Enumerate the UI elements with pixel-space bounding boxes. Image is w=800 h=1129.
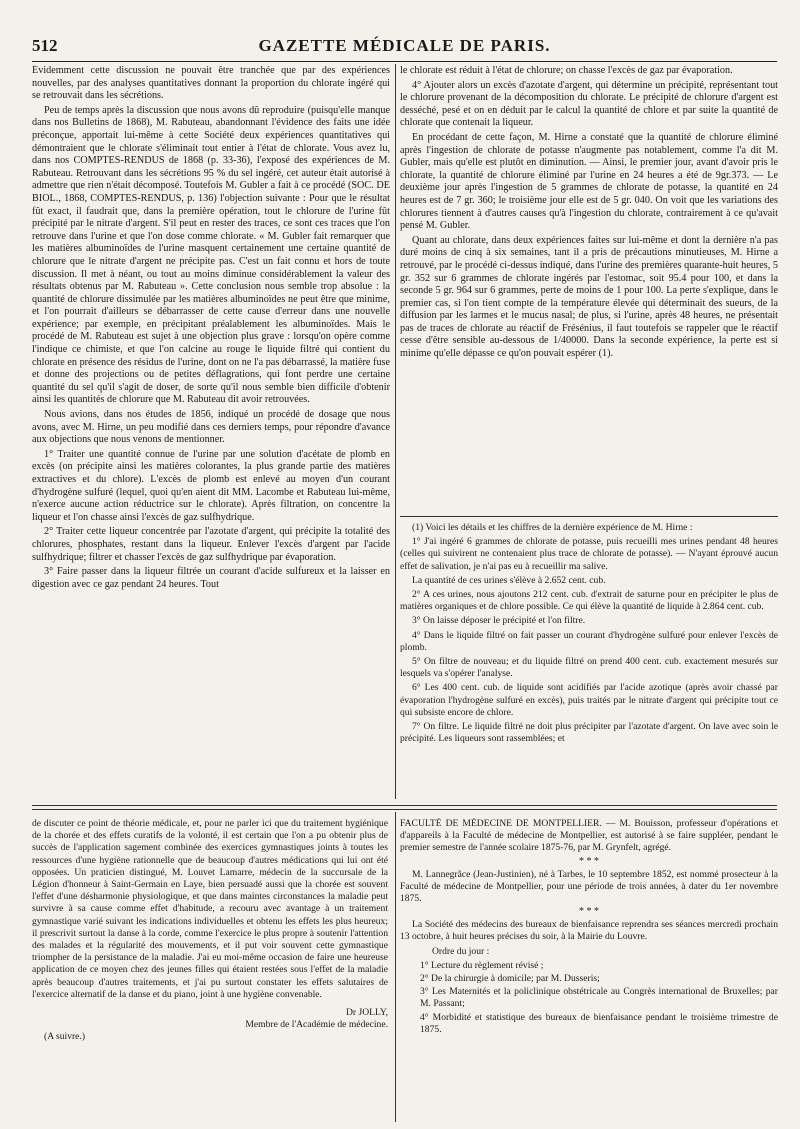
footnote-line: 2° A ces urines, nous ajoutons 212 cent. cub. d'extrait de saturne pour en précipiter le plus de matières organiques et de chlore possible. Ce qui élève la quantité de liquide à 2.864 cent. cub. [400, 589, 778, 613]
left-column [32, 65, 390, 800]
paragraph: 3° Faire passer dans la liqueur filtrée un courant d'acide sulfureux et la laisser en digestion avec ce gaz pendant 24 heures. Tout [32, 566, 390, 590]
paragraph: 2° Traiter cette liqueur concentrée par l'azotate d'argent, qui précipite la totalité des chlorures, phosphates, restant dans la liqueur. Enlever l'excès d'argent par l'acide sulfhydrique; filtrer et chasser l'excès de gaz sulfhydrique par évaporation. [32, 526, 390, 563]
agenda-title: Ordre du jour : [432, 945, 490, 957]
agenda-item: 1° Lecture du règlement révisé ; [420, 959, 544, 971]
paragraph: En procédant de cette façon, M. Hirne a constaté que la quantité de chlorure éliminé après l'ingestion de chlorate de potasse n'augmente pas notablement, comme l'a dit M. Gubler, mais qu'elle est plutôt en diminution. — Ainsi, le premier jour, avant d'avoir pris le chlorate, la quantité de chlorure éliminé par l'urine en 24 heures a été de 9gr.373. — Le deuxième jour après l'ingestion de 5 grammes de chlorate de potasse, la quantité en 24 heures est de 7 gr. 360; le troisième jour elle est de 5 gr. 040. On voit que les variations des chlorures tiennent à d'autres causes qu'à l'ingestion du chlorate, contrairement à ce qu'avait pensé M. Gubler. [400, 131, 778, 232]
agenda-item: 2° De la chirurgie à domicile; par M. Dusseris; [420, 973, 600, 985]
paragraph: 4° Ajouter alors un excès d'azotate d'argent, qui détermine un précipité, représentant tout le chlorure provenant de la décomposition du chlorate. Le précipité de chlorure d'argent est desséché, pesé et on en déduit par le calcul la quantité de chlore et par suite la quantité de chlorate que contenait la liqueur. [400, 79, 778, 129]
column-divider-bottom [395, 812, 396, 1122]
paragraph: de discuter ce point de théorie médicale, et, pour ne parler ici que du traitement hygiénique de la chorée et des effets curatifs de la volonté, il est certain que l'on a pu obtenir plus de succès de l'application sagement combinée des exercices gymnastiques joints à toutes les ressources d'une hygiène rationnelle que de beaucoup d'autres médications qui lui ont été opposées. Un praticien distingué, M. Louvet Lamarre, médecin de la succursale de la Légion d'honneur à Saint-Germain en Laye, bien persuadé aussi que la chorée est souvent l'effet d'une désharmonie physiologique, et que dans maintes circonstances la maladie peut survivre à sa cause comme effet d'habitude, a recouru avec avantage à un traitement gymnastique varié suivant les indications individuelles et obtenu les effets les plus heureux; il prescrivit surtout la danse à la corde, comme l'exercice le plus propre à soutenir l'attention des malades et la régularité des mouvements, et il put voir souvent cette gymnastique triompher de la persistance de la maladie. J'ai eu moi-même occasion de faire une heureuse application de ce moyen chez des jeunes filles qui étaient restées sous l'effet de la maladie après beaucoup d'autres traitements, et j'ai pu surtout constater les effets salutaires de l'exercice alternatif de la danse et du piano, joint à une hygiène convenable. [32, 818, 388, 1000]
bottom-left-column [32, 818, 388, 1123]
footnote-line: 6° Les 400 cent. cub. de liquide sont acidifiés par l'acide azotique (après avoir chassé par évaporation l'hydrogène sulfuré en excès), puis traités par le nitrate d'argent qui précipite tout ce qui subsiste encore de chlore. [400, 682, 778, 718]
to-be-continued: (A suivre.) [44, 1031, 86, 1043]
separator-stars: * * * [579, 906, 599, 918]
header-rule [32, 61, 777, 62]
footnote-line: 4° Dans le liquide filtré on fait passer un courant d'hydrogène sulfuré pour enlever l'excès de plomb. [400, 629, 778, 653]
footnote-line: 3° On laisse déposer le précipité et l'on filtre. [412, 615, 586, 627]
separator-stars: * * * [579, 855, 599, 867]
news-item: La Société des médecins des bureaux de bienfaisance reprendra ses séances mercredi prochain 13 octobre, à huit heures précises du soir, à la Mairie du Louvre. [400, 919, 778, 943]
footnote-line: 5° On filtre de nouveau; et du liquide filtré on prend 400 cent. cub. exactement mesurés sur lesquels va s'opérer l'analyse. [400, 656, 778, 680]
column-divider [395, 64, 396, 799]
paragraph: 1° Traiter une quantité connue de l'urine par une solution d'acétate de plomb en excès (on précipite ainsi les matières colorantes, la plus grande partie des matières extractives et du chlore). L'excès de plomb est enlevé au moyen d'un courant d'hydrogène sulfuré (lequel, quoi qu'en aient dit MM. Lacombe et Rabuteau lui-même, n'exerce aucune action réductrice sur le chlorate). Après filtration, on concentre la liqueur et l'on chasse ainsi l'excès de gaz sulfhydrique. [32, 448, 390, 523]
paragraph: Peu de temps après la discussion que nous avons dû reproduire (puisqu'elle manque dans nos Bulletins de 1868), M. Rabuteau, abandonnant l'évidence des faits une idée préconçue, apportait lui-même à cette Société deux expériences quantitatives qui démontraient que le chlorate s'éliminait tout entier à l'état de chlorate. Vous avez lu, dans nos COMPTES-RENDUS de 1868 (p. 33-36), l'exposé des expériences de M. Rabuteau. Retrouvant dans les sécrétions 95 % du sel ingéré, cet auteur était autorisé à admettre que rien n'était décomposé. Toutefois M. Gubler a fait à ce procédé (SOC. DE BIOL., 1868, COMPTES-RENDUS, p. 136) l'objection suivante : Pour que le résultat fût exact, il faudrait que, dans la première opération, tout le chlorure de l'urine fût précipité par le nitrate d'argent. S'il peut en rester des traces, ce sont ces traces que l'on retrouve dans l'urine et que l'on dose comme chlorate. « M. Gubler fait remarquer que les matières albuminoïdes de l'urine masquent certainement une certaine quantité de chlorure que le nitrate d'argent ne précipite pas. C'est un fait connu et hors de toute discussion. Il met à néant, ou tout au moins diminue considérablement la valeur des résultats obtenus par M. Rabuteau ». Cette conclusion nous semble trop absolue : la quantité de chlorure dissimulée par les matières albuminoïdes ne peut être que minime, et l'on pourrait d'ailleurs se débarrasser de cette cause d'erreur dans une nouvelle expérience; par exemple, en précipitant préalablement les albuminoïdes. Mais le procédé de M. Rabuteau est sujet à une objection plus grave : lorsqu'on opère comme l'indique ce chimiste, et que l'on calcine au rouge le liquide filtré qui contient du chlorate en présence des résidus de l'urine, dont on ne l'a pas débarrassé, la matière fuse et donne des projections ou de petites déflagrations, qui font perdre une certaine quantité du sel qu'il s'agit de doser, de sorte qu'il nous semble bien difficile d'obtenir ainsi les quantités de chlorure que M. Rabuteau dit avoir retrouvées. [32, 104, 390, 406]
section-divider-second [32, 809, 777, 810]
running-title: GAZETTE MÉDICALE DE PARIS. [258, 36, 551, 55]
bottom-right-column [400, 818, 778, 1123]
footnote-rule [400, 516, 778, 517]
right-column [400, 65, 778, 511]
author-signature: Dr JOLLY, [345, 1007, 388, 1019]
agenda-item: 3° Les Maternités et la policlinique obstétricale au Congrès international de Bruxelles; par M. Passant; [420, 986, 778, 1010]
paragraph: Évidemment cette discussion ne pouvait être tranchée que par des expériences nouvelles, par des analyses quantitatives donnant la proportion du chlorate ingéré qui se retrouvait dans les sécrétions. [32, 65, 390, 102]
page-number: 512 [32, 36, 58, 55]
footnote [400, 522, 778, 799]
agenda-item: 4° Morbidité et statistique des bureaux de bienfaisance pendant le troisième trimestre de 1875. [420, 1011, 778, 1035]
footnote-line: (1) Voici les détails et les chiffres de la dernière expérience de M. Hirne : [412, 522, 693, 533]
footnote-line: 7° On filtre. Le liquide filtré ne doit plus précipiter par l'azotate d'argent. On lave avec soin le précipité. Les liqueurs sont rassemblées; et [400, 721, 778, 745]
footnote-line: 1° J'ai ingéré 6 grammes de chlorate de potasse, puis recueilli mes urines pendant 48 heures (celles qui suivirent ne contenaient plus trace de chlorate de potasse). — N'ayant éprouvé aucun effet de salivation, je n'ai pas eu à recueillir ma salive. [400, 536, 778, 572]
news-item: M. Lannegrâce (Jean-Justinien), né à Tarbes, le 10 septembre 1852, est nommé prosecteur à la Faculté de médecine de Montpellier, pour une période de trois années, à dater du 1er novembre 1875. [400, 868, 778, 905]
footnote-line: La quantité de ces urines s'élève à 2.652 cent. cub. [412, 574, 606, 586]
author-title: Membre de l'Académie de médecine. [245, 1019, 388, 1031]
section-divider [32, 805, 777, 806]
paragraph: le chlorate est réduit à l'état de chlorure; on chasse l'excès de gaz par évaporation. [400, 65, 733, 76]
paragraph: Nous avions, dans nos études de 1856, indiqué un procédé de dosage que nous avons, avec M. Hirne, un peu modifié dans ces derniers temps, pour répondre d'avance aux objections que nous venons de mentionner. [32, 409, 390, 446]
page-header [32, 36, 777, 60]
paragraph: Quant au chlorate, dans deux expériences faites sur lui-même et dont la dernière n'a pas duré moins de cinq à six semaines, tant il a pris de précautions minutieuses, M. Hirne a retrouvé, par le procédé ci-dessus indiqué, dans l'urine des premières quarante-huit heures, 5 gr. 352 sur 6 grammes de chlorate ingérés par l'estomac, soit 95.4 pour 100, et dans la seconde 5 gr. 964 sur 6 grammes, perte de moins de 1 pour 100. La perte s'explique, dans le premier cas, si l'on tient compte de la température élevée qui déterminait des sueurs, de la diffusion par les larmes et le mucus nasal; de plus, si l'urine, après 48 heures, ne présentait pas de traces de chlorate au réactif de Frésénius, il faut toutefois se rappeler que le réactif cesse d'être sensible au-dessous de 1/40000. Dans la seconde expérience, la perte est si minime qu'elle dépasse ce qu'on pouvait espérer (1). [400, 234, 778, 360]
news-item: FACULTÉ DE MÉDECINE DE MONTPELLIER. — M. Bouisson, professeur d'opérations et d'appareils à la Faculté de médecine de Montpellier, est autorisé à se faire suppléer, pendant le premier semestre de l'année scolaire 1875-76, par M. Grynfelt, agrégé. [400, 818, 778, 854]
agenda-list [400, 960, 778, 1036]
